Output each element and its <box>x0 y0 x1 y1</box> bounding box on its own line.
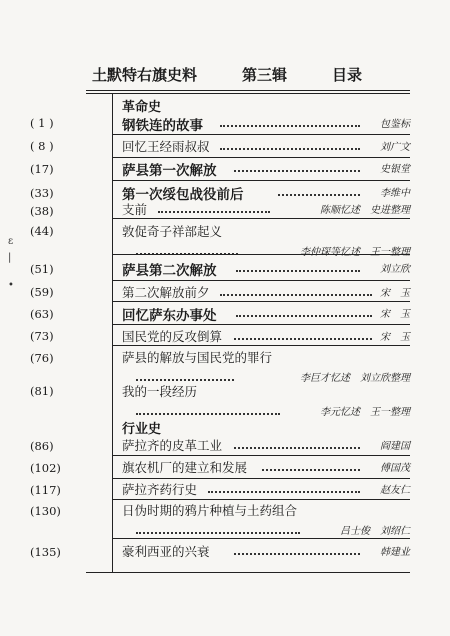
leader-dots <box>220 148 360 150</box>
row-rule <box>112 218 410 219</box>
page-number: (135) <box>30 545 61 559</box>
entry-title: 豪利西亚的兴衰 <box>122 544 210 559</box>
toc-entry[interactable] <box>122 222 410 262</box>
entry-author: 包鉴标 <box>380 119 410 130</box>
page-number: (33) <box>30 186 54 200</box>
row-rule <box>112 538 410 539</box>
entry-author: 刘广文 <box>380 142 410 153</box>
entry-author: 韩建业 <box>380 547 410 558</box>
row-rule <box>112 254 410 255</box>
entry-title: 萨县的解放与国民党的罪行 <box>122 350 273 365</box>
page-number: (38) <box>30 204 54 218</box>
header-rule-2 <box>86 93 410 94</box>
toc-entry[interactable] <box>122 200 410 220</box>
leader-dots <box>220 125 360 127</box>
leader-dots <box>236 315 372 317</box>
entry-title: 萨拉齐的皮革工业 <box>122 438 223 453</box>
entry-title: 萨县第二次解放 <box>122 263 217 279</box>
entry-author: 李维中 <box>380 188 410 199</box>
page-number: (51) <box>30 262 54 276</box>
entry-author: 刘立欣 <box>380 264 410 275</box>
margin-mark: ε <box>8 236 14 247</box>
entry-title: 萨县第一次解放 <box>122 163 217 179</box>
page-number: (63) <box>30 307 54 321</box>
leader-dots <box>234 170 360 172</box>
entry-title: 支前 <box>122 202 148 217</box>
toc-entry[interactable] <box>122 114 410 134</box>
toc-entry[interactable] <box>122 480 410 500</box>
toc-entry[interactable] <box>122 137 410 157</box>
leader-dots <box>278 194 360 196</box>
leader-dots <box>234 447 360 449</box>
leader-dots <box>220 294 372 296</box>
margin-mark: | <box>8 252 12 263</box>
entry-author: 吕士俊 刘绍仁 <box>340 526 410 537</box>
row-rule <box>112 324 410 325</box>
toc-entry[interactable] <box>122 436 410 456</box>
leader-dots <box>208 491 360 493</box>
entry-author: 李仲琛等忆述 王一整理 <box>300 247 410 258</box>
entry-title: 日伪时期的鸦片种植与土药组合 <box>122 503 298 518</box>
page-number: (59) <box>30 285 54 299</box>
toc-entry[interactable] <box>122 501 410 541</box>
entry-author: 李巨才忆述 刘立欣整理 <box>300 373 410 384</box>
entry-title: 回忆王经雨叔叔 <box>122 139 210 154</box>
entry-title: 敦促奇子祥部起义 <box>122 224 223 239</box>
row-rule <box>112 280 410 281</box>
leader-dots <box>136 532 300 534</box>
row-rule <box>112 455 410 456</box>
row-rule <box>112 301 410 302</box>
row-rule <box>112 180 410 181</box>
leader-dots <box>136 413 280 415</box>
leader-dots <box>158 211 270 213</box>
entry-author: 傅国茂 <box>380 463 410 474</box>
leader-dots <box>234 338 372 340</box>
entry-author: 宋 玉 <box>380 332 410 343</box>
contents-heading: 目录 <box>332 66 363 84</box>
entry-title: 国民党的反攻倒算 <box>122 329 223 344</box>
entry-title: 钢铁连的故事 <box>122 118 203 134</box>
toc-entry[interactable] <box>122 542 410 562</box>
entry-title: 我的一段经历 <box>122 384 198 399</box>
leader-dots <box>236 270 360 272</box>
page-number: (81) <box>30 384 54 398</box>
row-rule <box>112 499 410 500</box>
section-heading-industry: 行业史 <box>122 422 162 437</box>
page-number: (102) <box>30 461 61 475</box>
entry-author: 史银堂 <box>380 164 410 175</box>
entry-author: 陈顺忆述 史进整理 <box>320 205 410 216</box>
entry-author: 赵友仁 <box>380 485 410 496</box>
page-number: (44) <box>30 224 54 238</box>
entry-title: 萨拉齐药行史 <box>122 482 198 497</box>
section-heading-revolution: 革命史 <box>122 100 162 115</box>
page-number: ( 1 ) <box>30 116 54 130</box>
page-number: (117) <box>30 483 61 497</box>
entry-author: 阎建国 <box>380 441 410 452</box>
page-number: (76) <box>30 351 54 365</box>
entry-author: 宋 玉 <box>380 309 410 320</box>
page-header <box>92 64 392 88</box>
header-rule <box>86 90 410 91</box>
toc-entry[interactable] <box>122 159 410 179</box>
page-number: (17) <box>30 162 54 176</box>
leader-dots <box>136 379 234 381</box>
leader-dots <box>234 553 360 555</box>
page-number: (86) <box>30 439 54 453</box>
entry-title: 旗农机厂的建立和发展 <box>122 460 248 475</box>
page-number: (73) <box>30 329 54 343</box>
margin-mark: • <box>8 280 14 291</box>
entry-author: 李元忆述 王一整理 <box>320 407 410 418</box>
page-number: (130) <box>30 504 61 518</box>
toc-entry[interactable] <box>122 458 410 478</box>
entry-title: 第一次绥包战役前后 <box>122 187 244 203</box>
toc-entry[interactable] <box>122 283 410 303</box>
entry-title: 第二次解放前夕 <box>122 285 210 300</box>
toc-entry[interactable] <box>122 382 410 422</box>
entry-title: 回忆萨东办事处 <box>122 308 217 324</box>
toc-entry[interactable] <box>122 304 410 324</box>
leader-dots <box>262 469 360 471</box>
row-rule <box>112 157 410 158</box>
row-rule <box>112 345 410 346</box>
volume-label: 第三辑 <box>242 66 288 84</box>
row-rule <box>112 478 410 479</box>
page-number: ( 8 ) <box>30 139 54 153</box>
footer-rule <box>86 572 410 573</box>
entry-author: 宋 玉 <box>380 288 410 299</box>
row-rule <box>112 134 410 135</box>
toc-entry[interactable] <box>122 327 410 347</box>
series-title: 土默特右旗史料 <box>92 66 198 84</box>
toc-entry[interactable] <box>122 259 410 279</box>
column-divider <box>112 94 113 572</box>
